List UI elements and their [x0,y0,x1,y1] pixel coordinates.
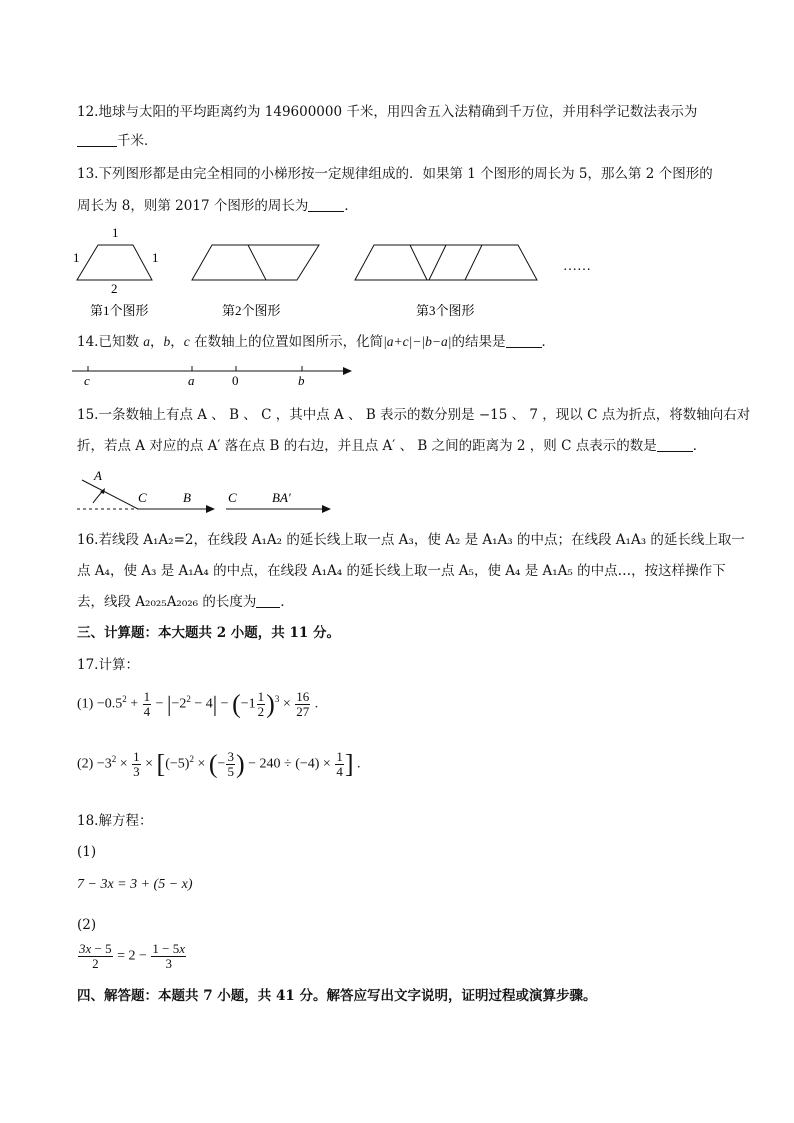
figure2-divider [248,245,266,280]
figure3-caption: 第3个图形 [416,303,475,318]
q17-expression2: $(2) -3^2$ × $\frac{1}{3}$ × [$(-5)^2$ × (− $\frac{3}{5}$ ) − 240 ÷ (−4) × $\frac{1}{4}$ ] . [77,749,361,779]
q18-equation2: $\frac{3x - 5}{2}$ = 2 − $\frac{1 - 5x}{3}$ [79,941,186,971]
q13-answer-blank[interactable] [308,197,344,212]
q14-number-line [0,358,794,392]
q15-answer-blank[interactable] [657,437,693,452]
q18-title: 18.解方程： [77,813,153,829]
q15-period: ． [692,438,707,454]
q15-line1: 15.一条数轴上有点 A 、 B 、 C ，其中点 A 、 B 表示的数分别是 −15 、 7 ，现以 C 点为折点，将数轴向右对 [77,407,751,423]
section3-heading: 三、计算题：本大题共 2 小题，共 11 分。 [77,625,340,641]
q13-trapezoid-figures [0,220,794,320]
q15-label-BA: BA′ [272,490,291,505]
q12-answer-blank[interactable] [77,132,117,147]
q13-line1: 13.下列图形都是由完全相同的小梯形按一定规律组成的．如果第 1 个图形的周长为 5，那么第 2 个图形的 [77,166,713,182]
q13-line2 [77,197,358,215]
q14-var-b: b [163,334,171,349]
q14-var-c: c [183,334,190,349]
q13-period: ． [344,198,358,214]
q16-answer-blank[interactable] [256,593,280,608]
q15-text: 折，若点 A 对应的点 A′ 落在点 B 的右边，并且点 A′ 、 B 之间的距离为 2 ，则 C 点表示的数是 [77,438,657,454]
q14-line: 14.已知数 a，b，c 在数轴上的位置如图所示，化简|a+c|−|b−a|的结果是 ． [77,334,555,350]
figure3-divider3 [465,245,482,280]
figure1-trapezoid [77,245,152,280]
q14-label-0: 0 [232,373,239,388]
q14-prefix: 14.已知数 [77,334,139,350]
q15-label-A: A [94,468,102,483]
figure2-caption: 第2个图形 [222,303,281,318]
q14-label-c: c [84,373,90,388]
q14-label-a: a [188,373,195,388]
q15-folded-ray [82,480,138,509]
figure3-outline [355,245,537,280]
q15-label-C2: C [228,490,237,505]
q16-line3 [77,593,294,611]
q17-title: 17.计算： [77,657,139,673]
q17-part2-label: (2) [77,756,94,772]
q18-part1-label: (1) [77,844,97,860]
q12-line2 [77,132,158,150]
q17-part1-label: (1) [77,696,94,712]
q14-suffix: 的结果是 [451,334,506,350]
q12-unit: 千米． [117,133,158,149]
figure1-right-label: 1 [152,250,159,265]
q18-part2-label: (2) [77,917,97,933]
q15-label-B: B [183,490,191,505]
q16-line1: 16.若线段 A₁A₂=2，在线段 A₁A₂ 的延长线上取一点 A₃，使 A₂ 是 A₁A₃ 的中点；在线段 A₁A₃ 的延长线上取一 [77,532,745,548]
figure1-top-label: 1 [112,225,119,240]
figure1-caption: 第1个图形 [90,303,149,318]
figure1-bottom-label: 2 [111,281,118,296]
figure3-divider2 [429,245,446,280]
q16-line2: 点 A₄，使 A₃ 是 A₁A₄ 的中点，在线段 A₁A₄ 的延长线上取一点 A₅，使 A₄ 是 A₁A₅ 的中点…，按这样操作下 [77,563,726,579]
q16-text: 去，线段 A₂₀₂₅A₂₀₂₆ 的长度为 [77,594,257,610]
figure2-outline [192,245,319,280]
q15-label-C: C [138,490,147,505]
q14-expression: |a+c|−|b−a| [383,334,452,349]
q16-period: ． [280,594,294,610]
q15-line2 [77,437,706,455]
figure1-left-label: 1 [73,250,80,265]
figure3-divider1 [410,245,427,280]
q14-mid: 在数轴上的位置如图所示，化简 [194,334,384,350]
q17-expression1: $(1) -0.5^2$ + $\frac{1}{4}$ − $|-2^2 - 4| - (-1$ $\frac{1}{2}$ )$^3$ × $\frac{16}{27}$ . [77,689,319,719]
section4-heading: 四、解答题：本题共 7 小题，共 41 分。解答应写出文字说明，证明过程或演算步骤。 [77,988,597,1004]
q18-equation1: 7 − 3x = 3 + (5 − x) [77,877,193,892]
q15-fold-diagram [0,466,794,516]
q14-period: ． [541,334,555,350]
q14-answer-blank[interactable] [506,333,542,348]
q15-fold-arrow [93,491,103,503]
q14-arrowhead [343,367,352,375]
q12-line1: 12.地球与太阳的平均距离约为 149600000 千米，用四舍五入法精确到千万位，并用科学记数法表示为 [77,104,698,120]
q14-label-b: b [298,373,305,388]
figures-ellipsis: …… [563,259,591,274]
q14-var-a: a [143,334,151,349]
q13-text: 周长为 8，则第 2017 个图形的周长为 [77,198,309,214]
